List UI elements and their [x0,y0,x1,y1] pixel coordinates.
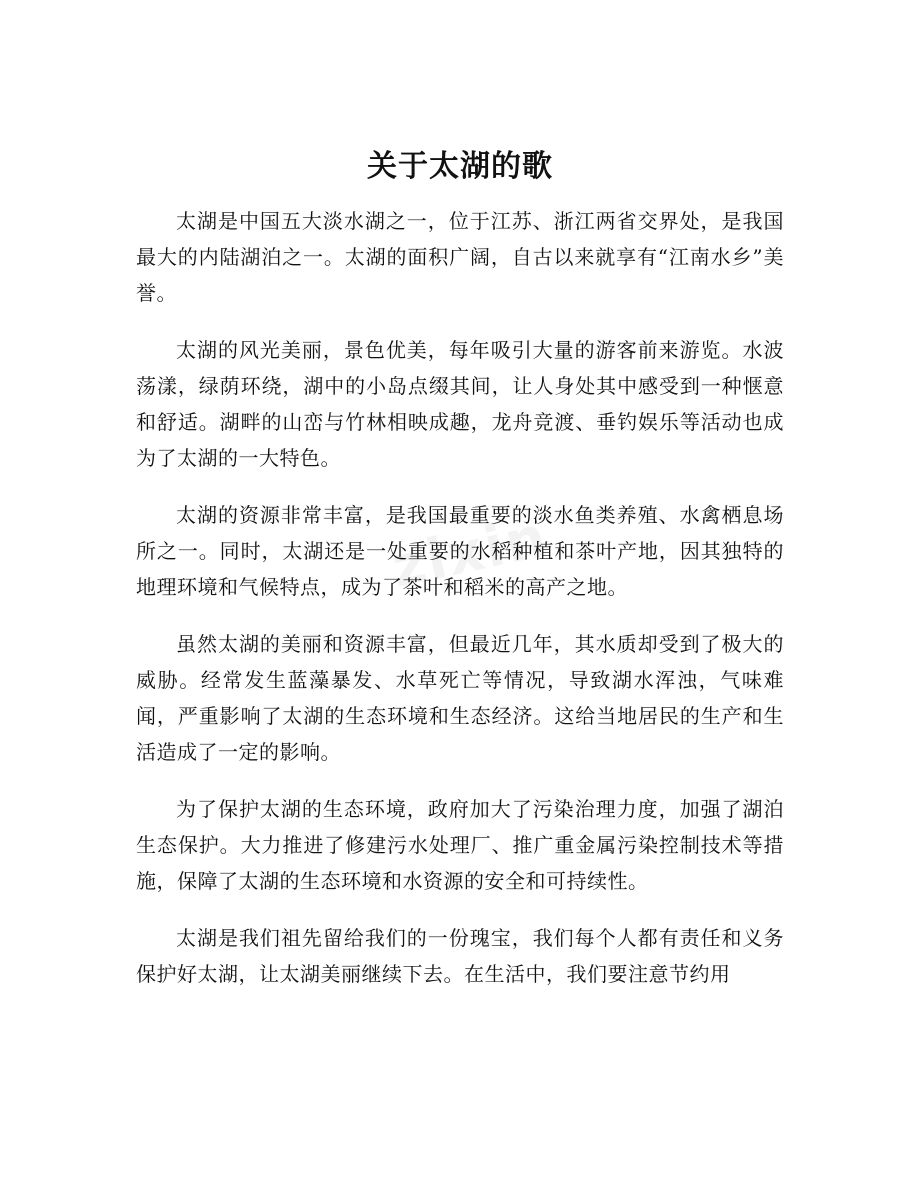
paragraph-2: 太湖的风光美丽，景色优美，每年吸引大量的游客前来游览。水波荡漾，绿荫环绕，湖中的小岛点缀其间，让人身处其中感受到一种惬意和舒适。湖畔的山峦与竹林相映成趣，龙舟竞渡、垂钓娱乐等活动也成为了太湖的一大特色。 [136,338,784,470]
document-body [136,203,784,1013]
paragraph-6: 太湖是我们祖先留给我们的一份瑰宝，我们每个人都有责任和义务保护好太湖，让太湖美丽继续下去。在生活中，我们要注意节约用 [136,926,784,986]
paragraph-5: 为了保护太湖的生态环境，政府加大了污染治理力度，加强了湖泊生态保护。大力推进了修建污水处理厂、推广重金属污染控制技术等措施，保障了太湖的生态环境和水资源的安全和可持续性。 [136,797,784,893]
paragraph-4: 虽然太湖的美丽和资源丰富，但最近几年，其水质却受到了极大的威胁。经常发生蓝藻暴发、水草死亡等情况，导致湖水浑浊，气味难闻，严重影响了太湖的生态环境和生态经济。这给当地居民的生产和生活造成了一定的影响。 [136,632,784,764]
paragraph-1: 太湖是中国五大淡水湖之一，位于江苏、浙江两省交界处，是我国最大的内陆湖泊之一。太湖的面积广阔，自古以来就享有“江南水乡”美誉。 [136,209,784,305]
page-title: 关于太湖的歌 [367,149,553,184]
paragraph-3: 太湖的资源非常丰富，是我国最重要的淡水鱼类养殖、水禽栖息场所之一。同时，太湖还是一处重要的水稻种植和茶叶产地，因其独特的地理环境和气候特点，成为了茶叶和稻米的高产之地。 [136,503,784,599]
